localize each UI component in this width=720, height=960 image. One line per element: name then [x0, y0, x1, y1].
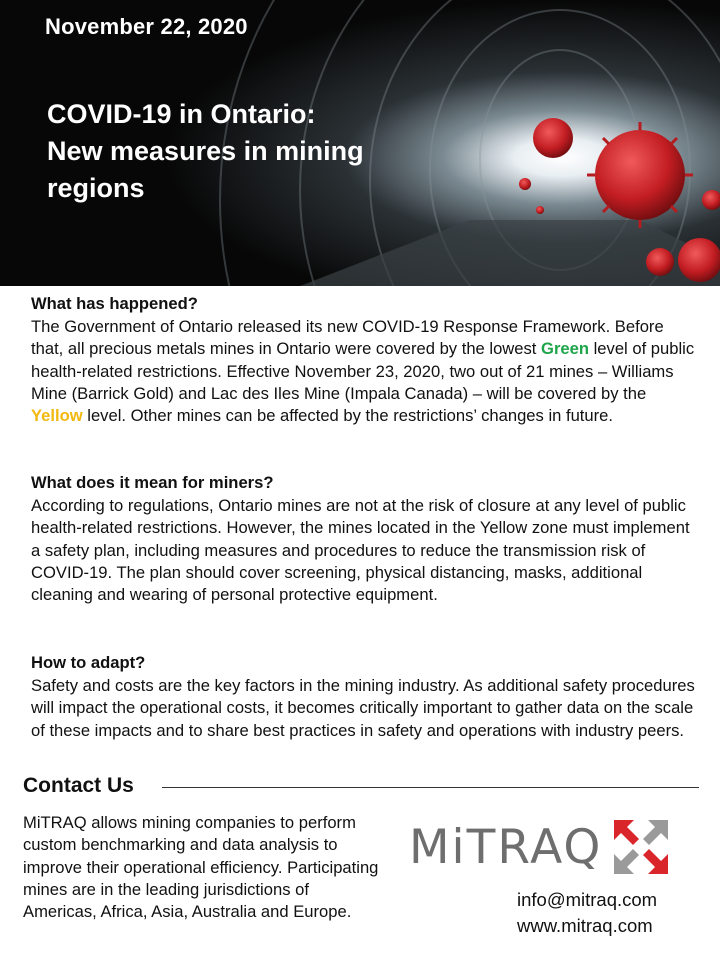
green-level-label: Green — [541, 339, 589, 359]
section-heading: How to adapt? — [31, 653, 146, 672]
page-title — [47, 96, 467, 207]
contact-heading: Contact Us — [23, 774, 134, 797]
hero-banner — [0, 0, 720, 286]
mitraq-logo — [409, 818, 670, 876]
section-meaning-for-miners — [31, 472, 699, 606]
section-body — [31, 316, 699, 427]
section-heading: What does it mean for miners? — [31, 473, 274, 492]
arrows-logo-icon — [612, 818, 670, 876]
title-line-2: New measures in mining — [47, 136, 364, 166]
divider — [162, 787, 699, 788]
body-text: level. Other mines can be affected by the restrictions’ changes in future. — [82, 406, 614, 426]
contact-website-link[interactable]: www.mitraq.com — [517, 915, 653, 936]
contact-description: MiTRAQ allows mining companies to perform custom benchmarking and data analysis to improve their operational efficiency. Participating mines are in the leading jurisdictions of Americas, Africa, Asia, Australia and Europe. — [23, 813, 379, 922]
logo-wordmark: MiTRAQ — [409, 819, 603, 875]
section-body: According to regulations, Ontario mines are not at the risk of closure at any level of public health-related restrictions. However, the mines located in the Yellow zone must implement a safety plan, including measures and procedures to reduce the transmission risk of COVID-19. The plan should cover screening, physical distancing, masks, additional cleaning and wearing of personal protective equipment. — [31, 496, 690, 605]
section-what-happened — [31, 293, 699, 427]
yellow-level-label: Yellow — [31, 406, 83, 426]
title-line-3: regions — [47, 173, 145, 203]
section-body: Safety and costs are the key factors in the mining industry. As additional safety procedures will impact the operational costs, it becomes critically important to gather data on the scale of these impacts and to share best practices in safety and operations with industry peers. — [31, 676, 695, 740]
body-text: The Government of Ontario released its new COVID-19 Response Framework. Before that, all precious metals mines in Ontario were covered by the lowest — [31, 317, 664, 359]
section-how-to-adapt — [31, 652, 699, 742]
publication-date: November 22, 2020 — [45, 14, 248, 39]
title-line-1: COVID-19 in Ontario: — [47, 99, 316, 129]
contact-email-link[interactable]: info@mitraq.com — [517, 889, 658, 910]
body-text: level of public health-related restrictions. Effective November 23, 2020, two out of 21 mines – Williams Mine (Barrick Gold) and Lac des Iles Mine (Impala Canada) – will be covered by the — [31, 339, 695, 403]
section-heading: What has happened? — [31, 294, 198, 313]
